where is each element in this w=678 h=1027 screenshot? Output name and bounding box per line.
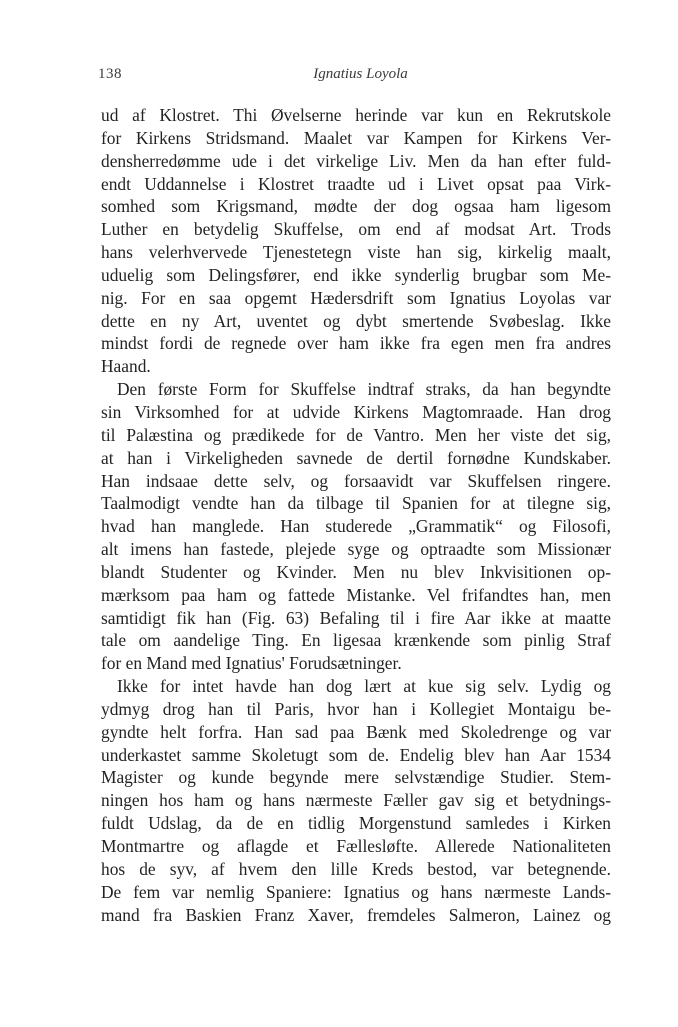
text-line: hos de syv, af hvem den lille Kreds bestod, var betegnende. — [101, 858, 611, 879]
text-line: De fem var nemlig Spaniere: Ignatius og hans nærmeste Lands- — [101, 881, 611, 902]
text-line: Ikke for intet havde han dog lært at kue sig selv. Lydig og — [117, 676, 611, 697]
text-line: Magister og kunde begynde mere selvstændige Studier. Stem- — [101, 767, 611, 788]
text-line: til Palæstina og prædikede for de Vantro. Men her viste det sig, — [101, 424, 611, 445]
text-line: underkastet samme Skoletugt som de. Endelig blev han Aar 1534 — [101, 744, 611, 765]
text-line: Taalmodigt vendte han da tilbage til Spanien for at tilegne sig, — [101, 493, 611, 514]
text-line: Luther en betydelig Skuffelse, om end af modsat Art. Trods — [101, 219, 611, 240]
text-line: hvad han manglede. Han studerede „Grammatik“ og Filosofi, — [101, 516, 611, 537]
text-line: mærksom paa ham og fattede Mistanke. Vel frifandtes han, men — [101, 584, 611, 605]
text-line: blandt Studenter og Kvinder. Men nu blev Inkvisitionen op- — [101, 561, 611, 582]
text-line: samtidigt fik han (Fig. 63) Befaling til i fire Aar ikke at maatte — [101, 607, 611, 628]
page-number: 138 — [98, 66, 122, 82]
text-line: ud af Klostret. Thi Øvelserne herinde var kun en Rekrutskole — [101, 105, 611, 125]
text-line: hans velerhvervede Tjenestetegn viste han sig, kirkelig maalt, — [101, 242, 611, 263]
body-text — [101, 104, 611, 926]
text-line: fuldt Udslag, da de en tidlig Morgenstund samledes i Kirken — [101, 813, 611, 834]
text-line: uduelig som Delingsfører, end ikke synderlig brugbar som Me- — [101, 264, 611, 285]
text-line: endt Uddannelse i Klostret traadte ud i Livet opsat paa Virk- — [101, 173, 611, 194]
text-line: at han i Virkeligheden savnede de dertil fornødne Kundskaber. — [101, 447, 611, 468]
text-line: Haand. — [101, 356, 151, 377]
text-line: mindst fordi de regnede over ham ikke fra egen men fra andres — [101, 333, 611, 354]
text-line: nig. For en saa opgemt Hædersdrift som Ignatius Loyolas var — [101, 287, 611, 308]
text-line: ningen hos ham og hans nærmeste Fæller gav sig et betydnings- — [101, 790, 611, 811]
text-line: Den første Form for Skuffelse indtraf straks, da han begyndte — [117, 379, 611, 400]
text-line: for en Mand med Ignatius' Forudsætninger. — [101, 653, 402, 674]
running-title: Ignatius Loyola — [313, 66, 408, 82]
text-line: alt imens han fastede, plejede syge og optraadte som Missionær — [101, 539, 611, 560]
text-line: tale om aandelige Ting. En ligesaa krænkende som pinlig Straf — [101, 630, 611, 651]
text-line: somhed som Krigsmand, mødte der dog ogsaa ham ligesom — [101, 196, 611, 217]
text-line: ydmyg drog han til Paris, hvor han i Kollegiet Montaigu be- — [101, 698, 611, 719]
text-line: mand fra Baskien Franz Xaver, fremdeles Salmeron, Lainez og — [101, 904, 611, 925]
text-line: densherredømme ude i det virkelige Liv. Men da han efter fuld- — [101, 150, 611, 171]
text-line: sin Virksomhed for at udvide Kirkens Magtomraade. Han drog — [101, 401, 611, 422]
text-line: Han indsaae dette selv, og forsaavidt var Skuffelsen ringere. — [101, 470, 611, 491]
running-header — [98, 66, 611, 88]
text-line: dette en ny Art, uventet og dybt smertende Svøbeslag. Ikke — [101, 310, 611, 331]
text-line: gyndte helt forfra. Han sad paa Bænk med Skoledrenge og var — [101, 721, 611, 742]
text-line: Montmartre og aflagde et Fællesløfte. Allerede Nationaliteten — [101, 836, 611, 856]
text-line: for Kirkens Stridsmand. Maalet var Kampen for Kirkens Ver- — [101, 127, 611, 148]
